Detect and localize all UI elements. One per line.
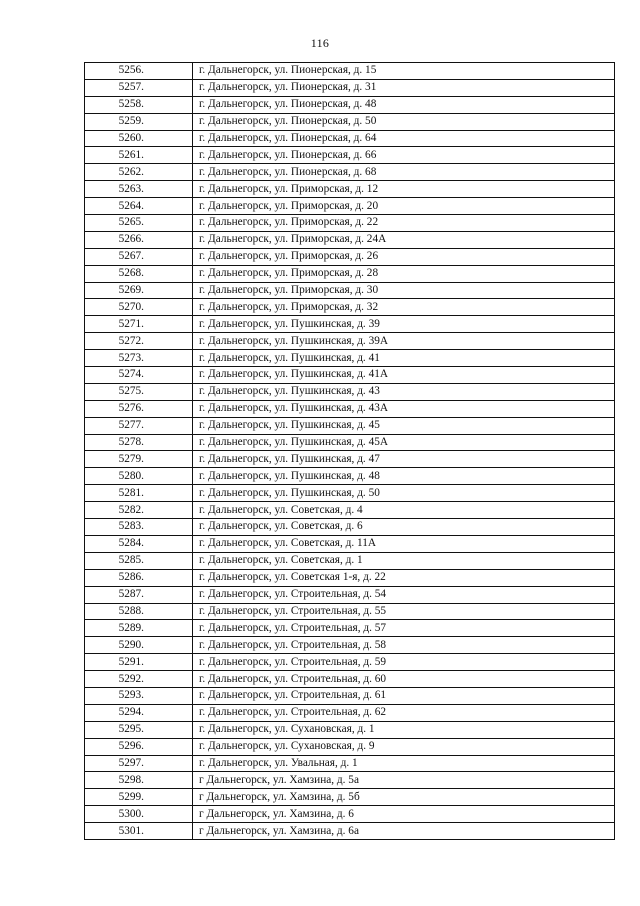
table-row <box>85 164 615 181</box>
table-row <box>85 434 615 451</box>
row-number-cell: 5301. <box>85 823 193 840</box>
address-cell: г. Дальнегорск, ул. Строительная, д. 59 <box>193 654 615 671</box>
table-row <box>85 738 615 755</box>
row-number-cell: 5291. <box>85 654 193 671</box>
address-cell: г. Дальнегорск, ул. Пушкинская, д. 47 <box>193 451 615 468</box>
table-row <box>85 147 615 164</box>
table-row <box>85 96 615 113</box>
row-number-cell: 5284. <box>85 535 193 552</box>
table-row <box>85 552 615 569</box>
row-number-cell: 5264. <box>85 198 193 215</box>
row-number-cell: 5280. <box>85 468 193 485</box>
table-row <box>85 181 615 198</box>
address-cell: г. Дальнегорск, ул. Строительная, д. 60 <box>193 671 615 688</box>
row-number-cell: 5257. <box>85 79 193 96</box>
address-cell: г. Дальнегорск, ул. Приморская, д. 28 <box>193 265 615 282</box>
address-cell: г. Дальнегорск, ул. Строительная, д. 55 <box>193 603 615 620</box>
table-row <box>85 468 615 485</box>
row-number-cell: 5271. <box>85 316 193 333</box>
address-cell: г Дальнегорск, ул. Хамзина, д. 5а <box>193 772 615 789</box>
address-cell: г. Дальнегорск, ул. Пушкинская, д. 45А <box>193 434 615 451</box>
table-row <box>85 806 615 823</box>
address-cell: г. Дальнегорск, ул. Пионерская, д. 50 <box>193 113 615 130</box>
table-row <box>85 198 615 215</box>
address-cell: г. Дальнегорск, ул. Пушкинская, д. 39А <box>193 333 615 350</box>
address-cell: г. Дальнегорск, ул. Строительная, д. 61 <box>193 687 615 704</box>
address-cell: г. Дальнегорск, ул. Строительная, д. 58 <box>193 637 615 654</box>
table-row <box>85 569 615 586</box>
row-number-cell: 5274. <box>85 367 193 384</box>
row-number-cell: 5256. <box>85 63 193 80</box>
address-cell: г. Дальнегорск, ул. Пионерская, д. 48 <box>193 96 615 113</box>
address-cell: г. Дальнегорск, ул. Приморская, д. 30 <box>193 282 615 299</box>
table-row <box>85 113 615 130</box>
address-cell: г. Дальнегорск, ул. Сухановская, д. 9 <box>193 738 615 755</box>
address-cell: г. Дальнегорск, ул. Пушкинская, д. 43А <box>193 400 615 417</box>
address-cell: г Дальнегорск, ул. Хамзина, д. 5б <box>193 789 615 806</box>
table-row <box>85 299 615 316</box>
row-number-cell: 5279. <box>85 451 193 468</box>
address-cell: г. Дальнегорск, ул. Пушкинская, д. 41А <box>193 367 615 384</box>
page-number: 116 <box>310 36 330 50</box>
table-row <box>85 400 615 417</box>
row-number-cell: 5300. <box>85 806 193 823</box>
row-number-cell: 5283. <box>85 519 193 536</box>
row-number-cell: 5292. <box>85 671 193 688</box>
row-number-cell: 5260. <box>85 130 193 147</box>
row-number-cell: 5268. <box>85 265 193 282</box>
table-row <box>85 823 615 840</box>
address-table <box>84 62 615 840</box>
row-number-cell: 5265. <box>85 215 193 232</box>
row-number-cell: 5278. <box>85 434 193 451</box>
row-number-cell: 5297. <box>85 755 193 772</box>
row-number-cell: 5266. <box>85 231 193 248</box>
row-number-cell: 5258. <box>85 96 193 113</box>
table-row <box>85 367 615 384</box>
table-row <box>85 350 615 367</box>
row-number-cell: 5289. <box>85 620 193 637</box>
table-row <box>85 535 615 552</box>
address-cell: г. Дальнегорск, ул. Приморская, д. 22 <box>193 215 615 232</box>
row-number-cell: 5294. <box>85 704 193 721</box>
table-row <box>85 620 615 637</box>
table-row <box>85 451 615 468</box>
address-cell: г. Дальнегорск, ул. Сухановская, д. 1 <box>193 721 615 738</box>
address-cell: г. Дальнегорск, ул. Приморская, д. 20 <box>193 198 615 215</box>
table-row <box>85 417 615 434</box>
address-cell: г. Дальнегорск, ул. Пионерская, д. 68 <box>193 164 615 181</box>
table-row <box>85 63 615 80</box>
table-row <box>85 704 615 721</box>
table-row <box>85 721 615 738</box>
address-cell: г. Дальнегорск, ул. Строительная, д. 57 <box>193 620 615 637</box>
address-cell: г. Дальнегорск, ул. Приморская, д. 12 <box>193 181 615 198</box>
table-row <box>85 248 615 265</box>
table-row <box>85 789 615 806</box>
table-row <box>85 654 615 671</box>
address-cell: г. Дальнегорск, ул. Пионерская, д. 15 <box>193 63 615 80</box>
address-cell: г. Дальнегорск, ул. Строительная, д. 54 <box>193 586 615 603</box>
address-cell: г. Дальнегорск, ул. Советская 1-я, д. 22 <box>193 569 615 586</box>
row-number-cell: 5263. <box>85 181 193 198</box>
address-cell: г. Дальнегорск, ул. Пионерская, д. 31 <box>193 79 615 96</box>
row-number-cell: 5276. <box>85 400 193 417</box>
address-cell: г. Дальнегорск, ул. Приморская, д. 32 <box>193 299 615 316</box>
address-cell: г. Дальнегорск, ул. Пионерская, д. 64 <box>193 130 615 147</box>
address-cell: г. Дальнегорск, ул. Пушкинская, д. 50 <box>193 485 615 502</box>
row-number-cell: 5299. <box>85 789 193 806</box>
address-cell: г. Дальнегорск, ул. Советская, д. 4 <box>193 502 615 519</box>
address-cell: г. Дальнегорск, ул. Пушкинская, д. 45 <box>193 417 615 434</box>
table-row <box>85 637 615 654</box>
table-row <box>85 671 615 688</box>
table-row <box>85 772 615 789</box>
row-number-cell: 5281. <box>85 485 193 502</box>
row-number-cell: 5288. <box>85 603 193 620</box>
address-cell: г. Дальнегорск, ул. Приморская, д. 24А <box>193 231 615 248</box>
row-number-cell: 5290. <box>85 637 193 654</box>
table-row <box>85 231 615 248</box>
table-row <box>85 79 615 96</box>
row-number-cell: 5293. <box>85 687 193 704</box>
table-row <box>85 316 615 333</box>
row-number-cell: 5267. <box>85 248 193 265</box>
table-row <box>85 383 615 400</box>
table-row <box>85 586 615 603</box>
table-row <box>85 603 615 620</box>
row-number-cell: 5259. <box>85 113 193 130</box>
address-cell: г. Дальнегорск, ул. Советская, д. 1 <box>193 552 615 569</box>
table-row <box>85 519 615 536</box>
row-number-cell: 5269. <box>85 282 193 299</box>
row-number-cell: 5277. <box>85 417 193 434</box>
table-row <box>85 502 615 519</box>
table-row <box>85 333 615 350</box>
row-number-cell: 5273. <box>85 350 193 367</box>
row-number-cell: 5282. <box>85 502 193 519</box>
address-cell: г Дальнегорск, ул. Хамзина, д. 6а <box>193 823 615 840</box>
table-row <box>85 485 615 502</box>
table-row <box>85 755 615 772</box>
row-number-cell: 5262. <box>85 164 193 181</box>
row-number-cell: 5295. <box>85 721 193 738</box>
row-number-cell: 5298. <box>85 772 193 789</box>
address-cell: г Дальнегорск, ул. Хамзина, д. 6 <box>193 806 615 823</box>
address-cell: г. Дальнегорск, ул. Увальная, д. 1 <box>193 755 615 772</box>
address-cell: г. Дальнегорск, ул. Советская, д. 11А <box>193 535 615 552</box>
address-cell: г. Дальнегорск, ул. Пушкинская, д. 43 <box>193 383 615 400</box>
row-number-cell: 5272. <box>85 333 193 350</box>
row-number-cell: 5287. <box>85 586 193 603</box>
address-cell: г. Дальнегорск, ул. Пионерская, д. 66 <box>193 147 615 164</box>
address-cell: г. Дальнегорск, ул. Советская, д. 6 <box>193 519 615 536</box>
table-row <box>85 215 615 232</box>
table-row <box>85 282 615 299</box>
row-number-cell: 5296. <box>85 738 193 755</box>
address-cell: г. Дальнегорск, ул. Пушкинская, д. 41 <box>193 350 615 367</box>
table-row <box>85 130 615 147</box>
address-cell: г. Дальнегорск, ул. Пушкинская, д. 48 <box>193 468 615 485</box>
row-number-cell: 5275. <box>85 383 193 400</box>
table-row <box>85 265 615 282</box>
address-cell: г. Дальнегорск, ул. Приморская, д. 26 <box>193 248 615 265</box>
address-cell: г. Дальнегорск, ул. Пушкинская, д. 39 <box>193 316 615 333</box>
row-number-cell: 5270. <box>85 299 193 316</box>
address-table-body <box>85 63 615 840</box>
table-row <box>85 687 615 704</box>
row-number-cell: 5261. <box>85 147 193 164</box>
row-number-cell: 5285. <box>85 552 193 569</box>
row-number-cell: 5286. <box>85 569 193 586</box>
address-cell: г. Дальнегорск, ул. Строительная, д. 62 <box>193 704 615 721</box>
